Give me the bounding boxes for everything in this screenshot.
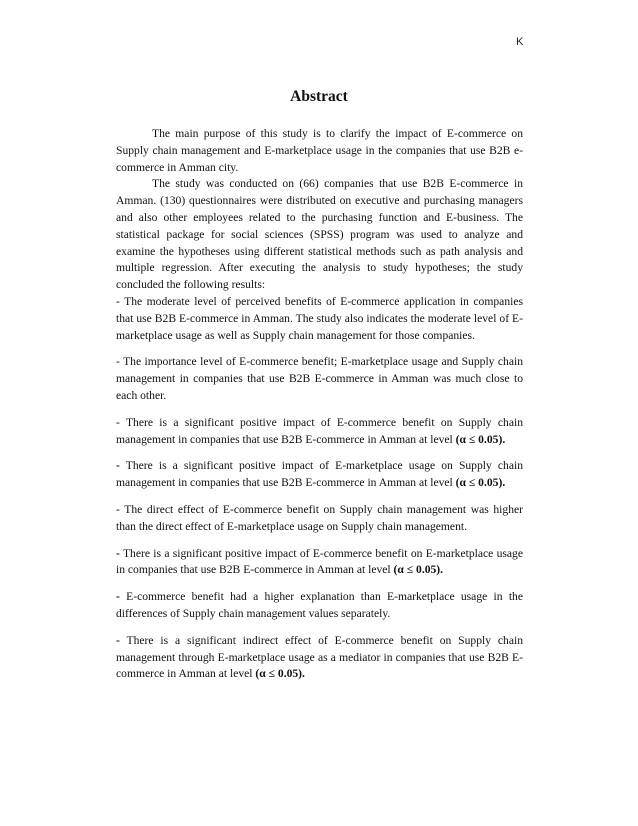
paragraph-text: The main purpose of this study is to clarify the impact of E-commerce on Supply chain management and E-marketplace usage in the companies that use B2B e-commerce in Amman city.: [116, 127, 523, 174]
significance-level: (α ≤ 0.05).: [255, 667, 305, 681]
significance-level: (α ≤ 0.05).: [455, 476, 506, 490]
bullet-dash: -: [116, 459, 120, 473]
paragraph-text: There is a significant positive impact of E-commerce benefit on E-marketplace usage in companies that use B2B E-commerce in Amman at level: [116, 546, 523, 577]
paragraph-text: E-commerce benefit had a higher explanation than E-marketplace usage in the differences of Supply chain management values separately.: [116, 590, 523, 620]
abstract-paragraph: [116, 126, 523, 176]
result-item: [116, 546, 523, 580]
page-title: Abstract: [290, 88, 348, 105]
significance-level: (α ≤ 0.05).: [455, 432, 506, 446]
abstract-paragraph: [116, 176, 523, 294]
result-item: [116, 415, 523, 449]
paragraph-text: There is a significant indirect effect of E-commerce benefit on Supply chain management through E-marketplace usage as a mediator in companies that use B2B E-commerce in Amman at level: [116, 633, 523, 681]
paragraph-text: There is a significant positive impact of E-marketplace usage on Supply chain management in companies that use B2B E-commerce in Amman at level: [116, 459, 523, 490]
abstract-body: [116, 126, 523, 683]
result-item: [116, 354, 523, 404]
bullet-dash: -: [116, 590, 120, 604]
paragraph-text: - There is a significant positive impact of E-commerce benefit on Supply chain management in companies that use B2B E-commerce in Amman at level: [116, 415, 523, 446]
page-number: K: [516, 36, 524, 48]
significance-level: (α ≤ 0.05).: [393, 563, 444, 577]
result-item: [116, 589, 523, 623]
result-item: [116, 633, 523, 683]
result-item: [116, 294, 523, 344]
result-item: [116, 502, 523, 536]
paragraph-text: The study was conducted on (66) companies that use B2B E-commerce in Amman. (130) questionnaires were distributed on executive and purchasing managers and also other employees related to the purchasing function and E-business. The statistical package for social sciences (SPSS) program was used to analyze and examine the hypotheses using different statistical methods such as path analysis and multiple regression. After executing the analysis to study hypotheses; the study concluded the following results:: [116, 177, 523, 292]
paragraph-text: - The moderate level of perceived benefits of E-commerce application in companies that use B2B E-commerce in Amman. The study also indicates the moderate level of E-marketplace usage as well as Supply chain management for those companies.: [116, 294, 523, 342]
paragraph-text: - The importance level of E-commerce benefit; E-marketplace usage and Supply chain management in companies that use B2B E-commerce in Amman was much close to each other.: [116, 355, 523, 402]
paragraph-text: - The direct effect of E-commerce benefit on Supply chain management was higher than the direct effect of E-marketplace usage on Supply chain management.: [116, 502, 523, 533]
bullet-dash: -: [116, 633, 120, 647]
result-item: [116, 458, 523, 492]
bullet-dash: -: [116, 546, 120, 560]
